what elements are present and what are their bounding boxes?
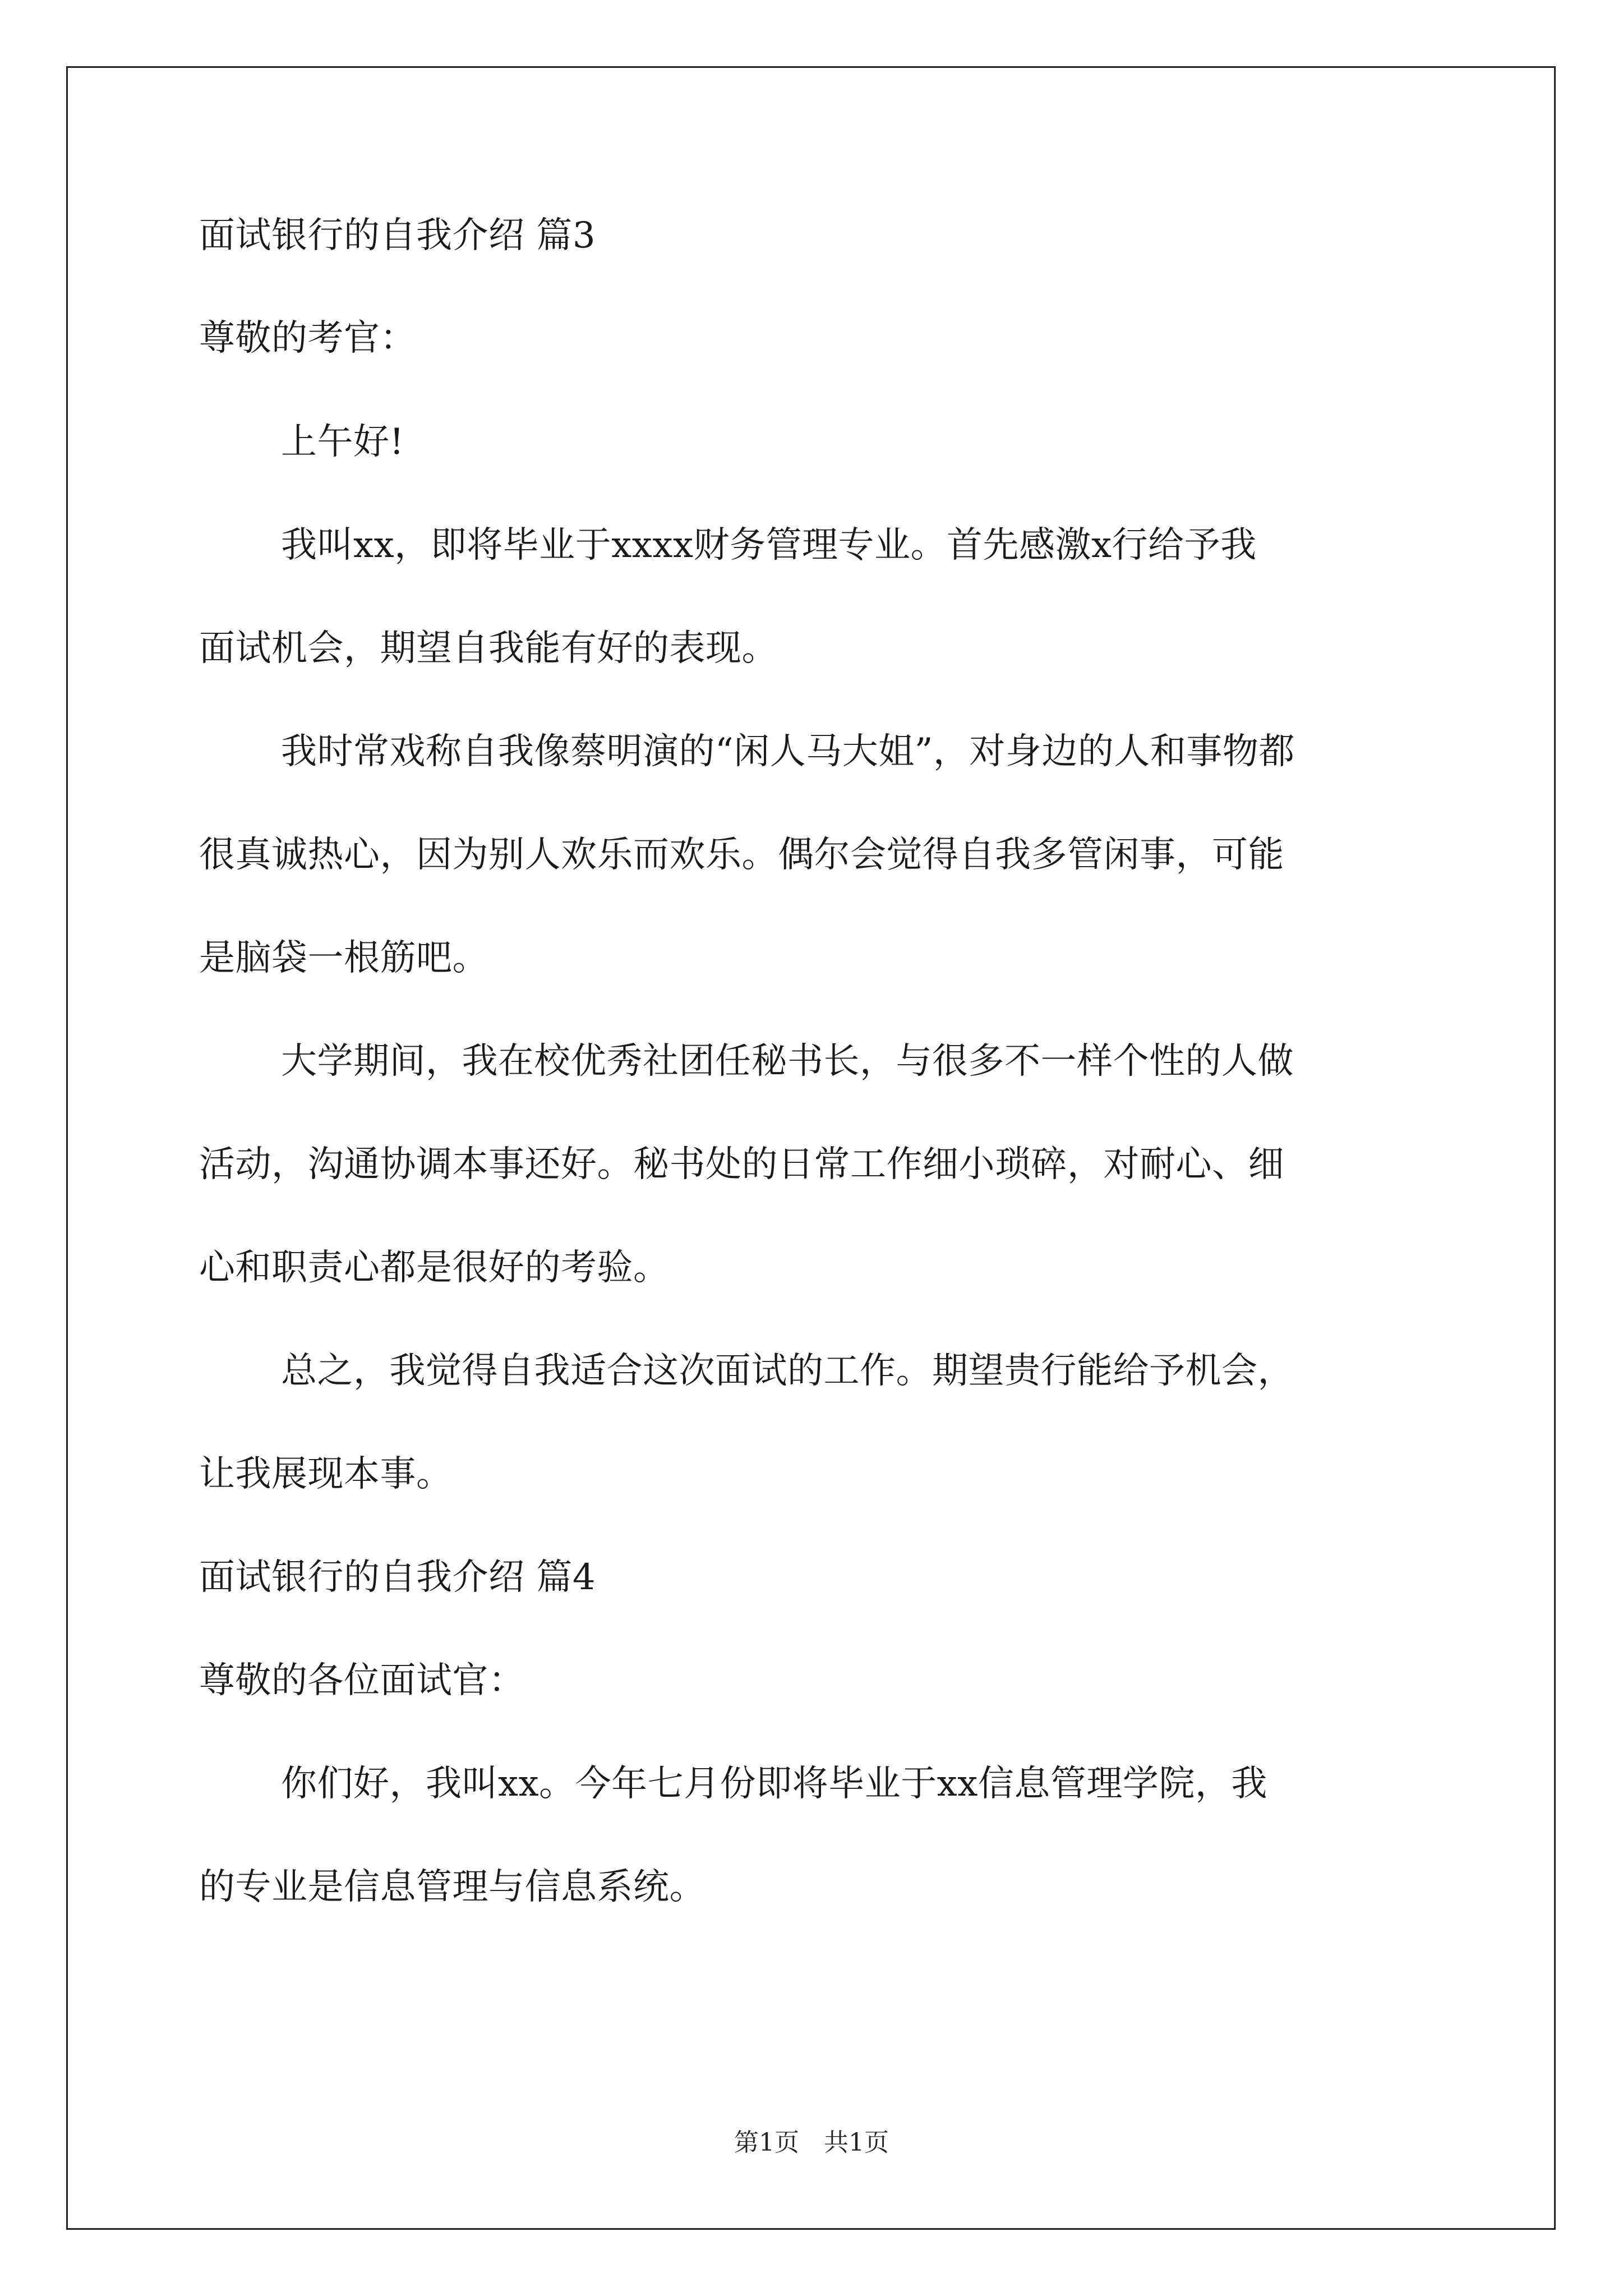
paragraph-line: 总之，我觉得自我适合这次面试的工作。期望贵行能给予机会， [281,1350,1294,1392]
paragraph-line: 活动，沟通协调本事还好。秘书处的日常工作细小琐碎，对耐心、细 [199,1144,1284,1185]
paragraph-line: 让我展现本事。 [199,1453,453,1495]
paragraph-line: 面试机会，期望自我能有好的表现。 [199,628,778,669]
paragraph-line: 很真诚热心，因为别人欢乐而欢乐。偶尔会觉得自我多管闲事，可能 [199,834,1284,876]
section-heading: 面试银行的自我介绍 篇3 [199,215,596,256]
paragraph-line: 心和职责心都是很好的考验。 [199,1247,670,1289]
paragraph-line: 你们好，我叫xx。今年七月份即将毕业于xx信息管理学院，我 [281,1763,1267,1805]
salutation: 尊敬的各位面试官： [199,1660,525,1701]
salutation: 尊敬的考官： [199,318,416,359]
paragraph-line: 的专业是信息管理与信息系统。 [199,1866,706,1908]
page-number-footer: 第1页 共1页 [734,2128,889,2157]
paragraph-line: 上午好! [281,421,404,463]
paragraph-line: 是脑袋一根筋吧。 [199,937,488,979]
paragraph-line: 大学期间，我在校优秀社团任秘书长，与很多不一样个性的人做 [281,1041,1294,1082]
paragraph-line: 我时常戏称自我像蔡明演的“闲人马大姐”，对身边的人和事物都 [281,731,1295,772]
paragraph-line: 我叫xx，即将毕业于xxxx财务管理专业。首先感激x行给予我 [281,524,1257,566]
section-heading: 面试银行的自我介绍 篇4 [199,1557,596,1598]
